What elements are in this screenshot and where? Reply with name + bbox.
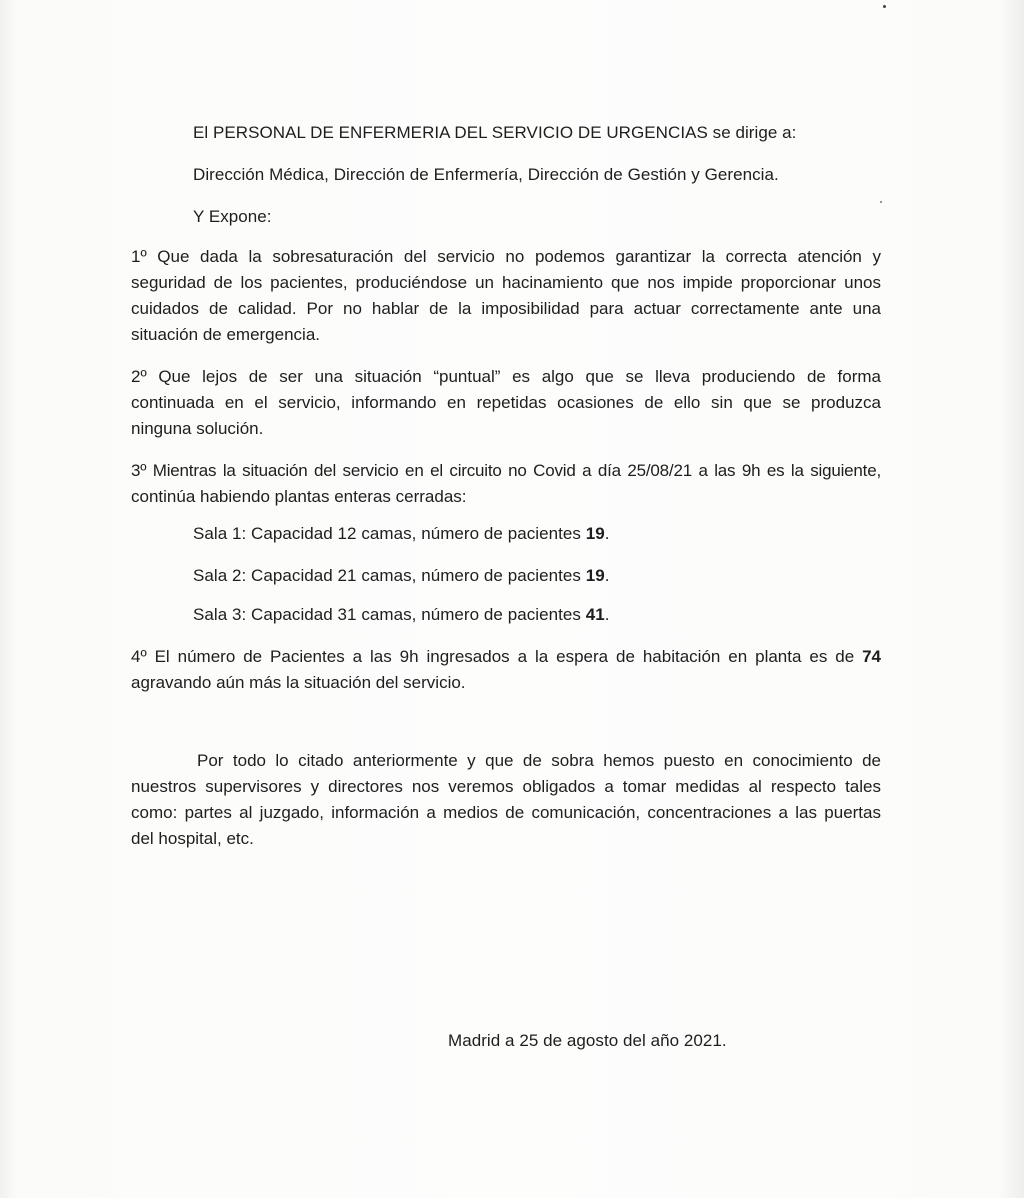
point-2-line-2: continuada en el servicio, informando en repetidas ocasiones de ello sin que se produzca bbox=[131, 393, 881, 412]
closing-line-3: como: partes al juzgado, información a medios de comunicación, concentraciones a las puertas bbox=[131, 803, 881, 822]
room-3-text: Sala 3: Capacidad 31 camas, número de pacientes bbox=[193, 605, 586, 624]
closing-line-4: del hospital, etc. bbox=[131, 829, 254, 848]
point-2-line-1: 2º Que lejos de ser una situación “puntual” es algo que se lleva produciendo de forma bbox=[131, 367, 881, 386]
point-1-paragraph bbox=[131, 244, 881, 348]
recipients-line: Dirección Médica, Dirección de Enfermería, Dirección de Gestión y Gerencia. bbox=[193, 165, 779, 184]
room-1-line bbox=[193, 524, 610, 544]
point-2-line-3: ninguna solución. bbox=[131, 419, 264, 438]
room-1-patients: 19 bbox=[585, 524, 605, 543]
addressee-line: El PERSONAL DE ENFERMERIA DEL SERVICIO DE URGENCIAS se dirige a: bbox=[193, 123, 797, 142]
point-4-paragraph bbox=[131, 644, 881, 696]
point-1-line-1: 1º Que dada la sobresaturación del servicio no podemos garantizar la correcta atención y bbox=[131, 247, 881, 266]
point-3-paragraph bbox=[131, 458, 881, 510]
point-4-line-1 bbox=[131, 644, 881, 670]
signature-place-date: Madrid a 25 de agosto del año 2021. bbox=[448, 1031, 727, 1050]
room-3-patients: 41 bbox=[585, 605, 605, 624]
room-1-end: . bbox=[604, 524, 610, 543]
point-1-line-4: situación de emergencia. bbox=[131, 325, 321, 344]
closing-paragraph bbox=[131, 748, 881, 852]
closing-line-2: nuestros supervisores y directores nos veremos obligados a tomar medidas al respecto tales bbox=[131, 777, 881, 796]
room-3-line bbox=[193, 605, 610, 625]
closing-line-1: Por todo lo citado anteriormente y que de sobra hemos puesto en conocimiento de bbox=[197, 751, 881, 770]
point-2-paragraph bbox=[131, 364, 881, 442]
point-4-text: 4º El número de Pacientes a las 9h ingresados a la espera de habitación en planta es de bbox=[131, 647, 863, 666]
point-4-number: 74 bbox=[862, 647, 881, 666]
room-2-line bbox=[193, 566, 610, 586]
point-1-line-3: cuidados de calidad. Por no hablar de la imposibilidad para actuar correctamente ante una bbox=[131, 299, 881, 318]
room-2-text: Sala 2: Capacidad 21 camas, número de pacientes bbox=[193, 566, 586, 585]
point-3-line-1: 3º Mientras la situación del servicio en el circuito no Covid a día 25/08/21 a las 9h es la siguiente, bbox=[131, 461, 881, 480]
room-2-patients: 19 bbox=[585, 566, 605, 585]
scan-speck bbox=[880, 201, 882, 203]
expone-heading: Y Expone: bbox=[193, 207, 272, 226]
room-2-end: . bbox=[604, 566, 610, 585]
point-1-line-2: seguridad de los pacientes, produciéndose un hacinamiento que nos impide proporcionar unos bbox=[131, 273, 881, 292]
point-3-line-2: continúa habiendo plantas enteras cerradas: bbox=[131, 487, 467, 506]
scan-speck bbox=[883, 5, 886, 8]
room-3-end: . bbox=[604, 605, 610, 624]
point-4-line-2: agravando aún más la situación del servicio. bbox=[131, 673, 466, 692]
room-1-text: Sala 1: Capacidad 12 camas, número de pacientes bbox=[193, 524, 586, 543]
